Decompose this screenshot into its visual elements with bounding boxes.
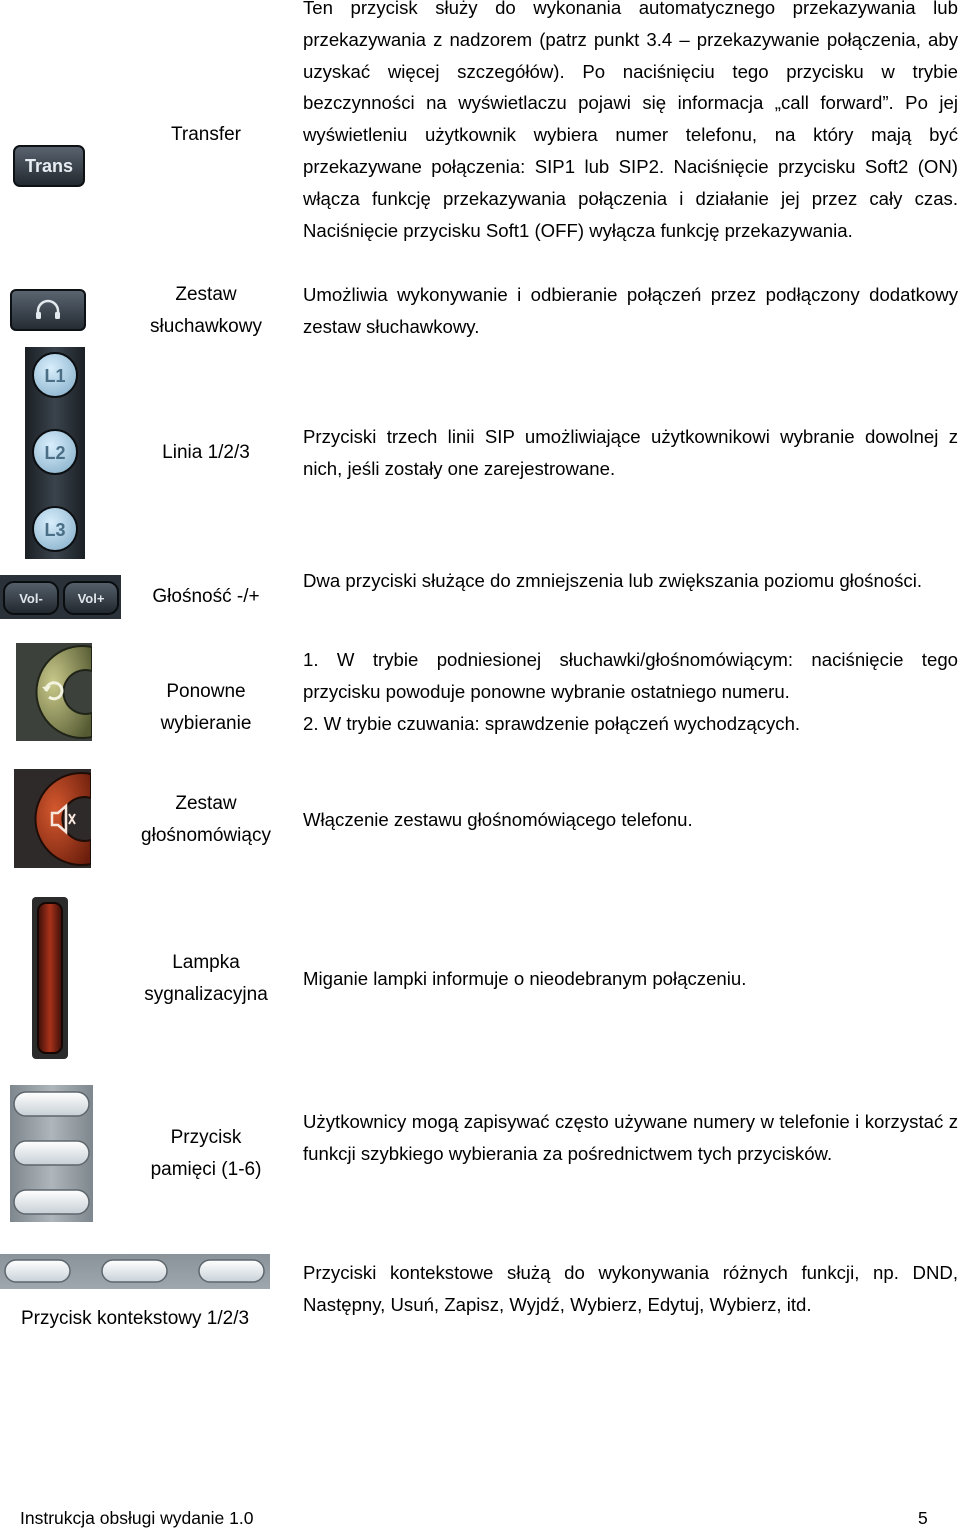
- context-name: Przycisk kontekstowy 1/2/3: [20, 1308, 250, 1329]
- headset-name: Zestaw słuchawkowy: [150, 284, 262, 337]
- lamp-name: Lampka sygnalizacyjna: [144, 952, 268, 1005]
- memory-name: Przycisk pamięci (1-6): [150, 1127, 262, 1180]
- footer-page-number: 5: [918, 1508, 928, 1528]
- line-button-2-label: L2: [44, 443, 66, 463]
- lines-description: Przyciski trzech linii SIP umożliwiające użytkownikowi wybranie dowolnej z nich, jeśli zostały one zarejestrowane.: [303, 426, 958, 479]
- trans-button-icon: [13, 145, 85, 187]
- volume-minus-label: Vol-: [19, 591, 43, 606]
- headset-description: Umożliwia wykonywanie i odbieranie połączeń przez podłączony dodatkowy zestaw słuchawkowy.: [303, 284, 958, 337]
- lines-name: Linia 1/2/3: [162, 442, 250, 463]
- volume-plus-label: Vol+: [77, 591, 105, 606]
- line-buttons-icon: [25, 347, 85, 559]
- redial-icon: [16, 643, 92, 741]
- memory-description: Użytkownicy mogą zapisywać często używane numery w telefonie i korzystać z funkcji szybkiego wybierania za pośrednictwem tych przycisków.: [303, 1111, 958, 1164]
- redial-name: Ponowne wybieranie: [160, 681, 252, 734]
- volume-name: Głośność -/+: [152, 586, 260, 607]
- lamp-description: Miganie lampki informuje o nieodebranym połączeniu.: [303, 968, 747, 989]
- volume-description: Dwa przyciski służące do zmniejszenia lub zwiększania poziomu głośności.: [303, 570, 923, 591]
- redial-description: 1. W trybie podniesionej słuchawki/głośnomówiącym: naciśnięcie tego przycisku powoduje ponowne wybranie ostatniego numeru. 2. W trybie czuwania: sprawdzenie połączeń wychodzących.: [303, 649, 958, 734]
- footer-title: Instrukcja obsługi wydanie 1.0: [20, 1508, 254, 1528]
- volume-buttons-icon: [0, 575, 121, 619]
- context-buttons-icon: [0, 1254, 270, 1289]
- line-button-3-label: L3: [44, 520, 66, 540]
- speakerphone-name: Zestaw głośnomówiący: [141, 793, 271, 846]
- memory-buttons-icon: [10, 1085, 93, 1222]
- context-description: Przyciski kontekstowe służą do wykonywania różnych funkcji, np. DND, Następny, Usuń, Zapisz, Wyjdź, Wybierz, Edytuj, Wybierz, itd.: [303, 1262, 958, 1315]
- headset-icon: [10, 289, 86, 331]
- trans-button-label: Trans: [24, 156, 74, 176]
- transfer-name: Transfer: [170, 124, 242, 145]
- indicator-lamp-icon: [32, 897, 68, 1059]
- speakerphone-description: Włączenie zestawu głośnomówiącego telefonu.: [303, 809, 693, 830]
- speaker-icon: [14, 769, 91, 868]
- line-button-1-label: L1: [44, 366, 66, 386]
- transfer-description: Ten przycisk służy do wykonania automatycznego przekazywania lub przekazywania z nadzorem (patrz punkt 3.4 – przekazywanie połączenia, aby uzyskać więcej szczegółów). Po naciśnięciu tego przycisku w trybie bezczynności na wyświetlaczu pojawi się informacja „call forward”. Po jej wyświetleniu użytkownik wybiera numer telefonu, na który mają być przekazywane połączenia: SIP1 lub SIP2. Naciśnięcie przycisku Soft2 (ON) włącza funkcję przekazywania połączenia i działanie jej przez cały czas. Naciśnięcie przycisku Soft1 (OFF) wyłącza funkcję przekazywania.: [303, 0, 958, 241]
